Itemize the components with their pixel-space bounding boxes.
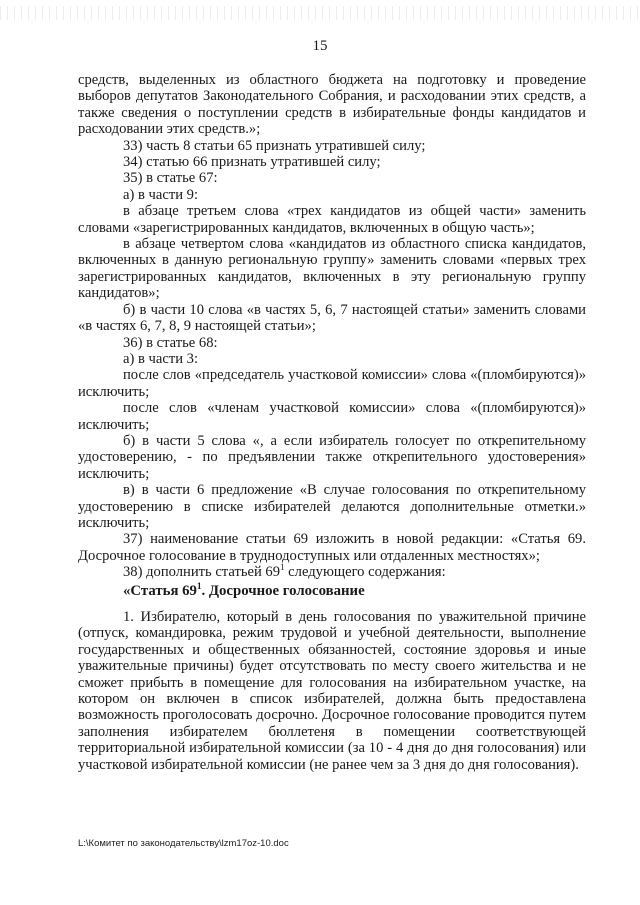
amendment-paragraph: после слов «членам участковой комиссии» слова «(пломбируются)» исключить; — [78, 400, 586, 433]
scan-noise — [0, 6, 640, 20]
article-paragraph-1: 1. Избирателю, который в день голосования по уважительной причине (отпуск, командировка, режим трудовой и учебной деятельности, выполнение государственных и общественных обязанностей, состояние здоровья и иные уважительные причины) будет отсутствовать по месту своего жительства и не сможет прибыть в помещение для голосования на избирательном участке, на котором он включен в список избирателей, должна быть предоставлена возможность проголосовать досрочно. Досрочное голосование проводится путем заполнения избирателем бюллетеня в помещении соответствующей территориальной избирательной комиссии (за 10 - 4 дня до дня голосования) или участковой избирательной комиссии (не ранее чем за 3 дня до дня голосования). — [78, 609, 586, 773]
article-heading: «Статья $69^1$. Досрочное голосование — [123, 580, 365, 599]
amendment-paragraph: 36) в статье 68: — [123, 334, 218, 351]
amendment-paragraph: б) в части 5 слова «, а если избиратель голосует по открепительному удостоверению, - по предъявлении также открепительного удостоверения» исключить; — [78, 432, 586, 482]
amendment-paragraph: б) в части 10 слова «в частях 5, 6, 7 настоящей статьи» заменить словами «в частях 6, 7, 8, 9 настоящей статьи»; — [78, 301, 586, 335]
amendment-paragraph: а) в части 3: — [123, 350, 199, 367]
amendment-paragraph: в абзаце третьем слова «трех кандидатов из общей части» заменить словами «зарегистрированных кандидатов, включенных в общую часть»; — [78, 203, 586, 236]
page-number: 15 — [312, 38, 328, 54]
amendment-paragraph: средств, выделенных из областного бюджета на подготовку и проведение выборов депутатов Законодательного Собрания, и расходовании этих средств, а также сведения о поступлении средств в избирательные фонды кандидатов и расходовании этих средств.»; — [78, 72, 586, 138]
file-path-footer: L:\Комитет по законодательству\lzm17oz-10.doc — [78, 838, 289, 849]
amendment-paragraph: 33) часть 8 статьи 65 признать утратившей силу; — [123, 137, 426, 154]
amendment-paragraph: 34) статью 66 признать утратившей силу; — [123, 154, 381, 171]
amendment-item-38: 38) дополнить статьей $69^1$ следующего содержания: — [123, 562, 446, 581]
amendment-paragraph: 35) в статье 67: — [123, 170, 218, 187]
amendment-paragraph: 37) наименование статьи 69 изложить в новой редакции: «Статья 69. Досрочное голосование в труднодоступных или отдаленных местностях»; — [78, 531, 586, 564]
amendment-paragraph: после слов «председатель участковой комиссии» слова «(пломбируются)» исключить; — [78, 367, 586, 400]
amendment-paragraph: в абзаце четвертом слова «кандидатов из областного списка кандидатов, включенных в данную региональную группу» заменить словами «первых трех зарегистрированных кандидатов, включенных в эту региональную группу кандидатов»; — [78, 236, 586, 302]
document-body — [78, 72, 586, 773]
amendment-paragraph: а) в части 9: — [123, 186, 199, 203]
amendment-list — [78, 72, 586, 564]
amendment-paragraph: в) в части 6 предложение «В случае голосования по открепительному удостоверению в списке избирателей делаются дополнительные отметки.» исключить; — [78, 482, 586, 531]
